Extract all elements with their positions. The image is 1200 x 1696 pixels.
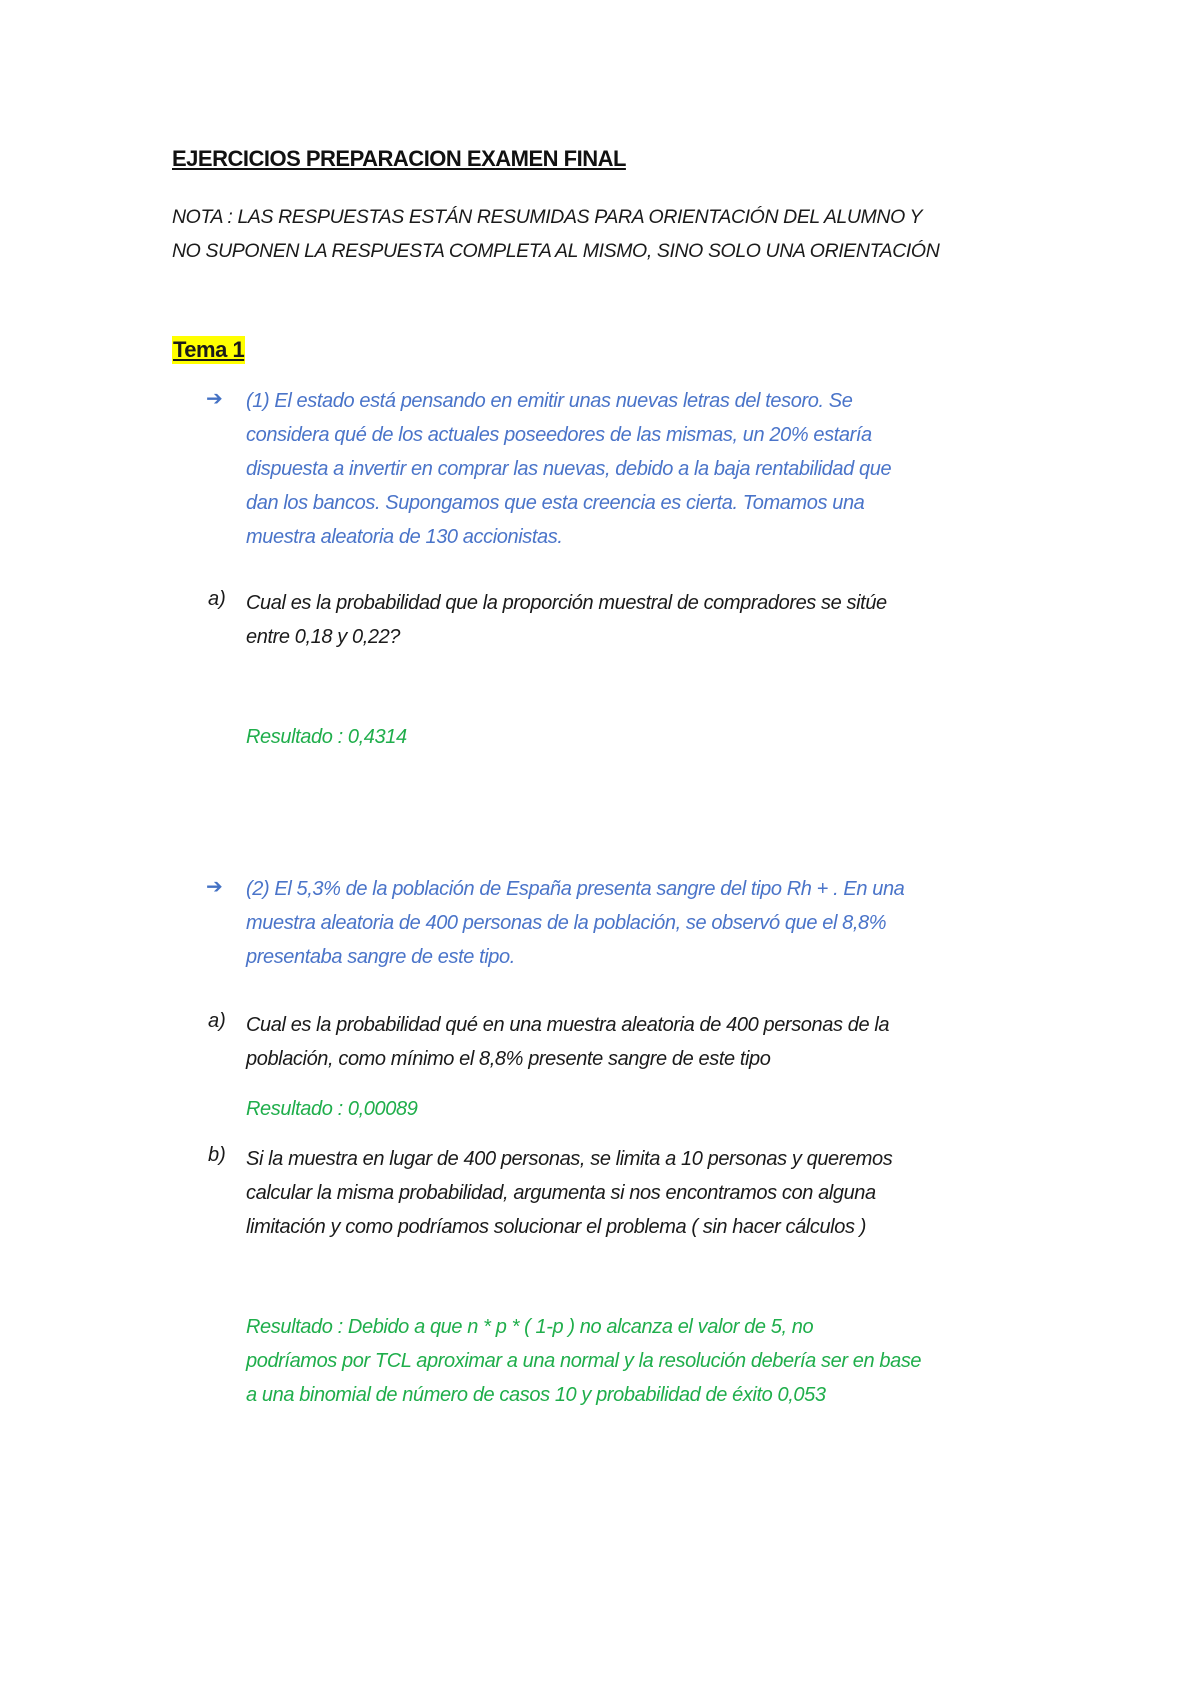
question-line: calcular la misma probabilidad, argumenta si nos encontramos con alguna [246,1182,876,1204]
question-line: Cual es la probabilidad que la proporción muestral de compradores se sitúe [246,592,887,614]
question-line: entre 0,18 y 0,22? [246,626,401,648]
exercise-1-question-a [246,586,1066,654]
result-line: podríamos por TCL aproximar a una normal y la resolución debería ser en base [246,1350,922,1372]
question-marker-a: a) [208,588,226,610]
result-line: a una binomial de número de casos 10 y probabilidad de éxito 0,053 [246,1384,826,1406]
question-line: Si la muestra en lugar de 400 personas, se limita a 10 personas y queremos [246,1148,893,1170]
statement-line: presentaba sangre de este tipo. [246,946,515,968]
exercise-2-question-a [246,1008,1066,1076]
note-line: NOTA : LAS RESPUESTAS ESTÁN RESUMIDAS PARA ORIENTACIÓN DEL ALUMNO Y [172,206,923,228]
exercise-2-result-a [246,1092,1066,1126]
note-paragraph [172,200,1072,268]
result-line: Resultado : 0,4314 [246,726,407,748]
question-line: población, como mínimo el 8,8% presente sangre de este tipo [246,1048,771,1070]
statement-line: (2) El 5,3% de la población de España presenta sangre del tipo Rh + . En una [246,878,905,900]
arrow-bullet-icon: ➔ [206,388,223,410]
statement-line: muestra aleatoria de 130 accionistas. [246,526,563,548]
statement-line: dispuesta a invertir en comprar las nuevas, debido a la baja rentabilidad que [246,458,892,480]
result-line: Resultado : Debido a que n * p * ( 1-p ) no alcanza el valor de 5, no [246,1316,814,1338]
exercise-1-result-a [246,720,1066,754]
exercise-2-statement [246,872,1066,974]
document-title: EJERCICIOS PREPARACION EXAMEN FINAL [172,146,626,171]
question-marker-a: a) [208,1010,226,1032]
note-line: NO SUPONEN LA RESPUESTA COMPLETA AL MISMO, SINO SOLO UNA ORIENTACIÓN [172,240,940,262]
exercise-1-statement [246,384,1066,554]
statement-line: muestra aleatoria de 400 personas de la población, se observó que el 8,8% [246,912,887,934]
statement-line: considera qué de los actuales poseedores de las mismas, un 20% estaría [246,424,872,446]
statement-line: (1) El estado está pensando en emitir unas nuevas letras del tesoro. Se [246,390,853,412]
arrow-bullet-icon: ➔ [206,876,223,898]
exercise-2-result-b [246,1310,1066,1412]
section-heading-tema: Tema 1 [173,337,245,362]
exercise-2-question-b [246,1142,1066,1244]
result-line: Resultado : 0,00089 [246,1098,418,1120]
question-marker-b: b) [208,1144,226,1166]
question-line: limitación y como podríamos solucionar el problema ( sin hacer cálculos ) [246,1216,866,1238]
statement-line: dan los bancos. Supongamos que esta creencia es cierta. Tomamos una [246,492,865,514]
question-line: Cual es la probabilidad qué en una muestra aleatoria de 400 personas de la [246,1014,890,1036]
